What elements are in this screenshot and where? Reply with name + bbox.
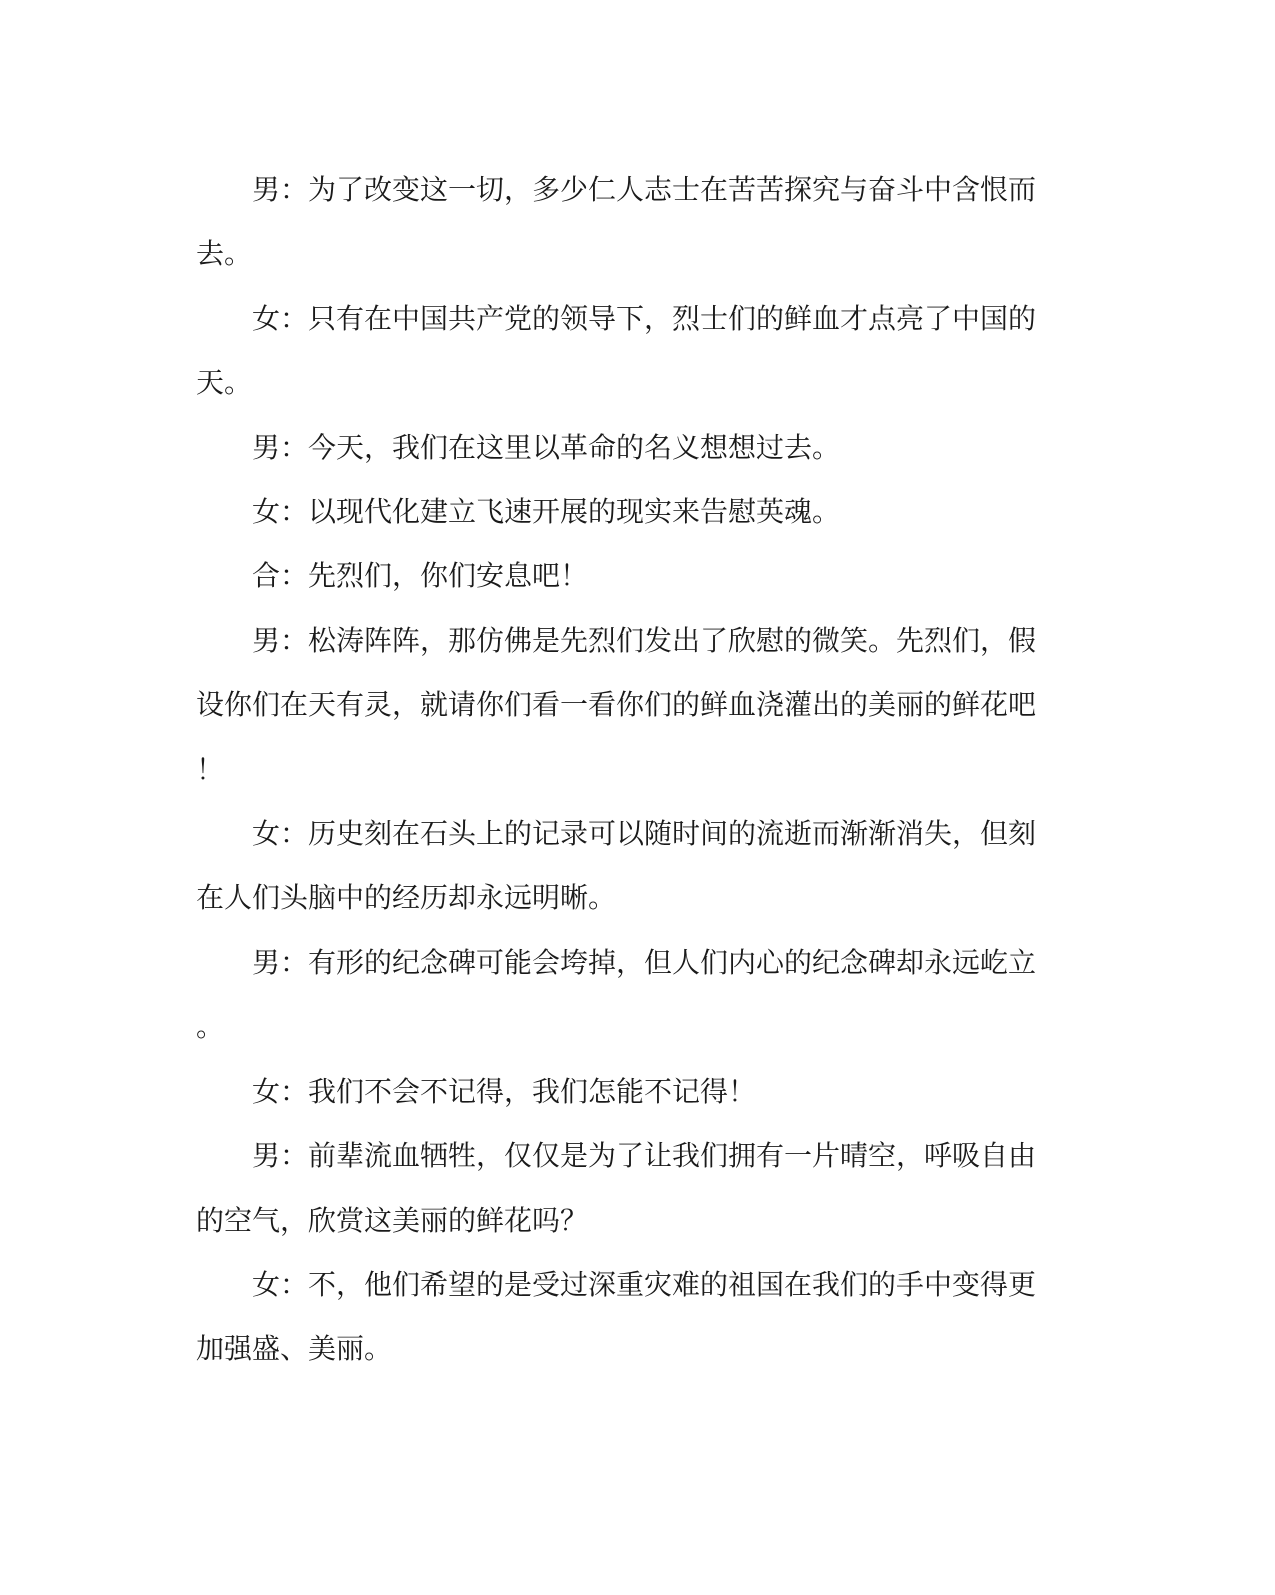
paragraph-2: 女：只有在中国共产党的领导下，烈士们的鲜血才点亮了中国的天。 — [196, 301, 1037, 400]
paragraph-7: 女：历史刻在石头上的记录可以随时间的流逝而渐渐消失，但刻在人们头脑中的经历却永远明晰。 — [196, 817, 1037, 915]
paragraph-11: 女：不，他们希望的是受过深重灾难的祖国在我们的手中变得更加强盛、美丽。 — [196, 1267, 1037, 1366]
paragraph-9: 女：我们不会不记得，我们怎能不记得！ — [252, 1074, 757, 1108]
paragraph-5: 合：先烈们，你们安息吧！ — [252, 559, 589, 593]
document-body — [196, 158, 1056, 1382]
paragraph-3: 男：今天，我们在这里以革命的名义想想过去。 — [252, 430, 841, 464]
paragraph-6: 男：松涛阵阵，那仿佛是先烈们发出了欣慰的微笑。先烈们，假设你们在天有灵，就请你们看一看你们的鲜血浇灌出的美丽的鲜花吧！ — [196, 623, 1037, 786]
paragraph-8: 男：有形的纪念碑可能会垮掉，但人们内心的纪念碑却永远屹立。 — [196, 945, 1037, 1044]
paragraph-10: 男：前辈流血牺牲，仅仅是为了让我们拥有一片晴空，呼吸自由的空气，欣赏这美丽的鲜花吗？ — [196, 1139, 1037, 1237]
paragraph-4: 女：以现代化建立飞速开展的现实来告慰英魂。 — [252, 495, 841, 529]
paragraph-1: 男：为了改变这一切，多少仁人志士在苦苦探究与奋斗中含恨而去。 — [196, 173, 1037, 271]
